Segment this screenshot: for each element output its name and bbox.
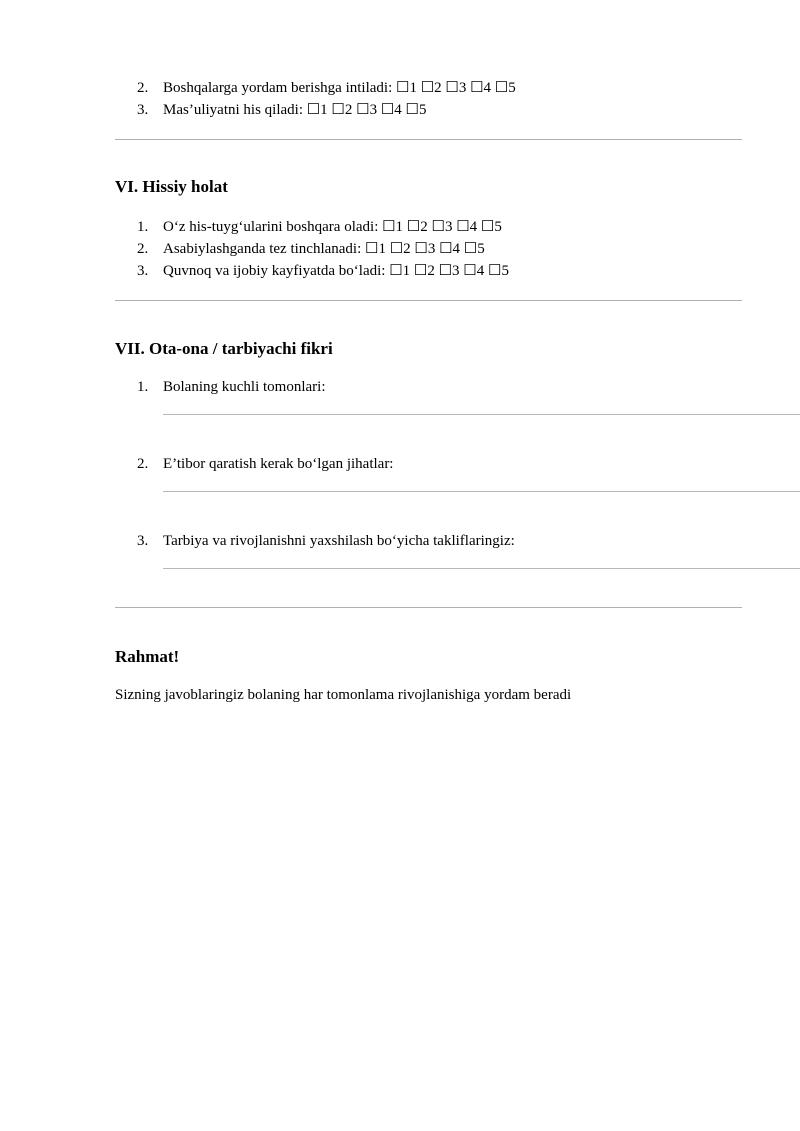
item-number: 3. xyxy=(137,263,149,279)
item-number: 3. xyxy=(137,102,149,118)
item-number: 3. xyxy=(137,533,149,549)
item-text: O‘z his-tuyg‘ularini boshqara oladi: ☐1 ☐2 ☐3 ☐4 ☐5 xyxy=(163,219,502,235)
section-divider xyxy=(115,139,742,140)
item-number: 2. xyxy=(137,241,149,257)
closing-title: Rahmat! xyxy=(115,647,180,666)
item-number: 2. xyxy=(137,80,149,96)
answer-line[interactable] xyxy=(163,491,800,492)
item-number: 1. xyxy=(137,379,149,395)
section-divider xyxy=(115,607,742,608)
item-number: 2. xyxy=(137,456,149,472)
answer-line[interactable] xyxy=(163,414,800,415)
answer-line[interactable] xyxy=(163,568,800,569)
item-text: Mas’uliyatni his qiladi: ☐1 ☐2 ☐3 ☐4 ☐5 xyxy=(163,102,427,118)
item-text: Boshqalarga yordam berishga intiladi: ☐1 ☐2 ☐3 ☐4 ☐5 xyxy=(163,80,516,96)
section-heading: VII. Ota-ona / tarbiyachi fikri xyxy=(115,339,333,358)
item-text: Asabiylashganda tez tinchlanadi: ☐1 ☐2 ☐3 ☐4 ☐5 xyxy=(163,241,485,257)
closing-text: Sizning javoblaringiz bolaning har tomonlama rivojlanishiga yordam beradi xyxy=(115,687,572,703)
section-divider xyxy=(115,300,742,301)
item-text: Bolaning kuchli tomonlari: xyxy=(163,379,326,395)
item-number: 1. xyxy=(137,219,149,235)
item-text: E’tibor qaratish kerak bo‘lgan jihatlar: xyxy=(163,456,394,472)
item-text: Quvnoq va ijobiy kayfiyatda bo‘ladi: ☐1 ☐2 ☐3 ☐4 ☐5 xyxy=(163,263,509,279)
item-text: Tarbiya va rivojlanishni yaxshilash bo‘yicha takliflaringiz: xyxy=(163,533,515,549)
section-heading: VI. Hissiy holat xyxy=(115,177,228,196)
